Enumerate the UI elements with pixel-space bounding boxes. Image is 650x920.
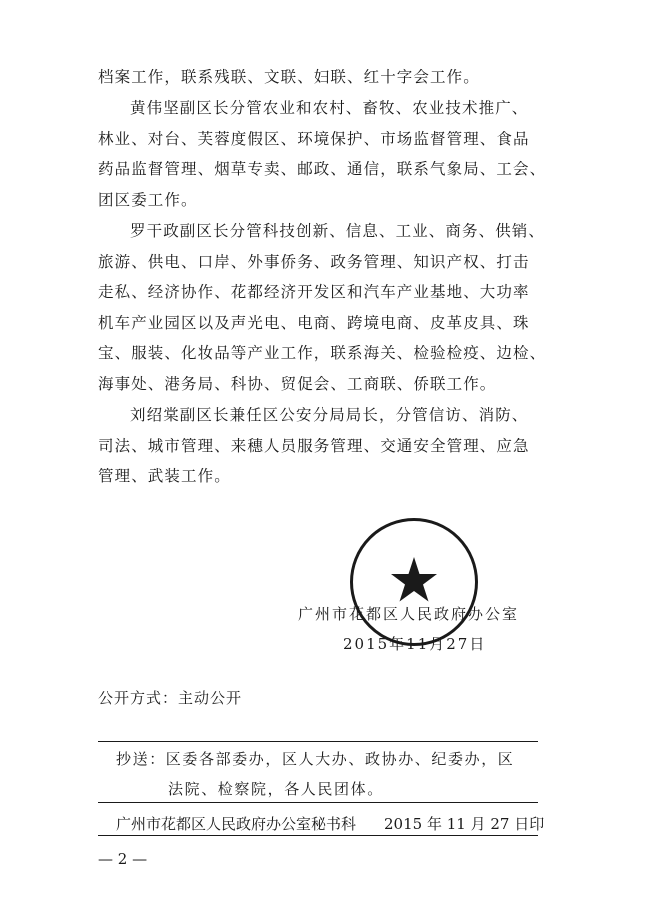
signature-date: 2015年11月27日: [343, 635, 487, 653]
paragraph-intro-tail: [98, 62, 478, 93]
divider-middle: [98, 802, 538, 803]
text-line: 黄伟坚副区长分管农业和农村、畜牧、农业技术推广、: [130, 99, 529, 117]
cc-line-2: 法院、检察院，各人民团体。: [168, 780, 384, 798]
text-line: 海事处、港务局、科协、贸促会、工商联、侨联工作。: [98, 374, 497, 393]
text-line: 药品监督管理、烟草专卖、邮政、通信，联系气象局、工会、: [98, 160, 547, 178]
text-line: 宝、服装、化妆品等产业工作，联系海关、检验检疫、边检、: [98, 344, 547, 362]
official-seal: [350, 518, 478, 646]
imprint-issuer: 广州市花都区人民政府办公室秘书科: [116, 815, 357, 833]
imprint-date: 2015 年 11 月 27 日印: [384, 815, 545, 833]
text-line: 档案工作，联系残联、文联、妇联、红十字会工作。: [98, 68, 480, 86]
page-number: — 2 —: [98, 850, 148, 868]
disclosure-method: 公开方式：主动公开: [98, 689, 243, 707]
paragraph-huang-weijian: [98, 93, 547, 215]
divider-top: [98, 741, 538, 742]
divider-bottom: [98, 835, 538, 836]
seal-star-icon: [353, 521, 475, 643]
text-line: 司法、城市管理、来穗人员服务管理、交通安全管理、应急: [98, 436, 530, 455]
paragraph-liu-shaotang: [98, 400, 530, 492]
text-line: 走私、经济协作、花都经济开发区和汽车产业基地、大功率: [98, 283, 530, 301]
text-line: 刘绍棠副区长兼任区公安分局局长，分管信访、消防、: [130, 406, 529, 424]
paragraph-luo-ganzheng: [98, 216, 547, 399]
text-line: 罗干政副区长分管科技创新、信息、工业、商务、供销、: [130, 222, 546, 240]
text-line: 林业、对台、芙蓉度假区、环境保护、市场监督管理、食品: [98, 129, 530, 148]
signature-organization: 广州市花都区人民政府办公室: [298, 605, 520, 623]
text-line: 机车产业园区以及声光电、电商、跨境电商、皮革皮具、珠: [98, 313, 530, 332]
imprint: [116, 813, 544, 834]
text-line: 团区委工作。: [98, 190, 198, 209]
cc-line-1: 抄送：区委各部委办，区人大办、政协办、纪委办，区: [116, 750, 515, 768]
text-line: 管理、武装工作。: [98, 467, 231, 485]
text-line: 旅游、供电、口岸、外事侨务、政务管理、知识产权、打击: [98, 252, 530, 271]
